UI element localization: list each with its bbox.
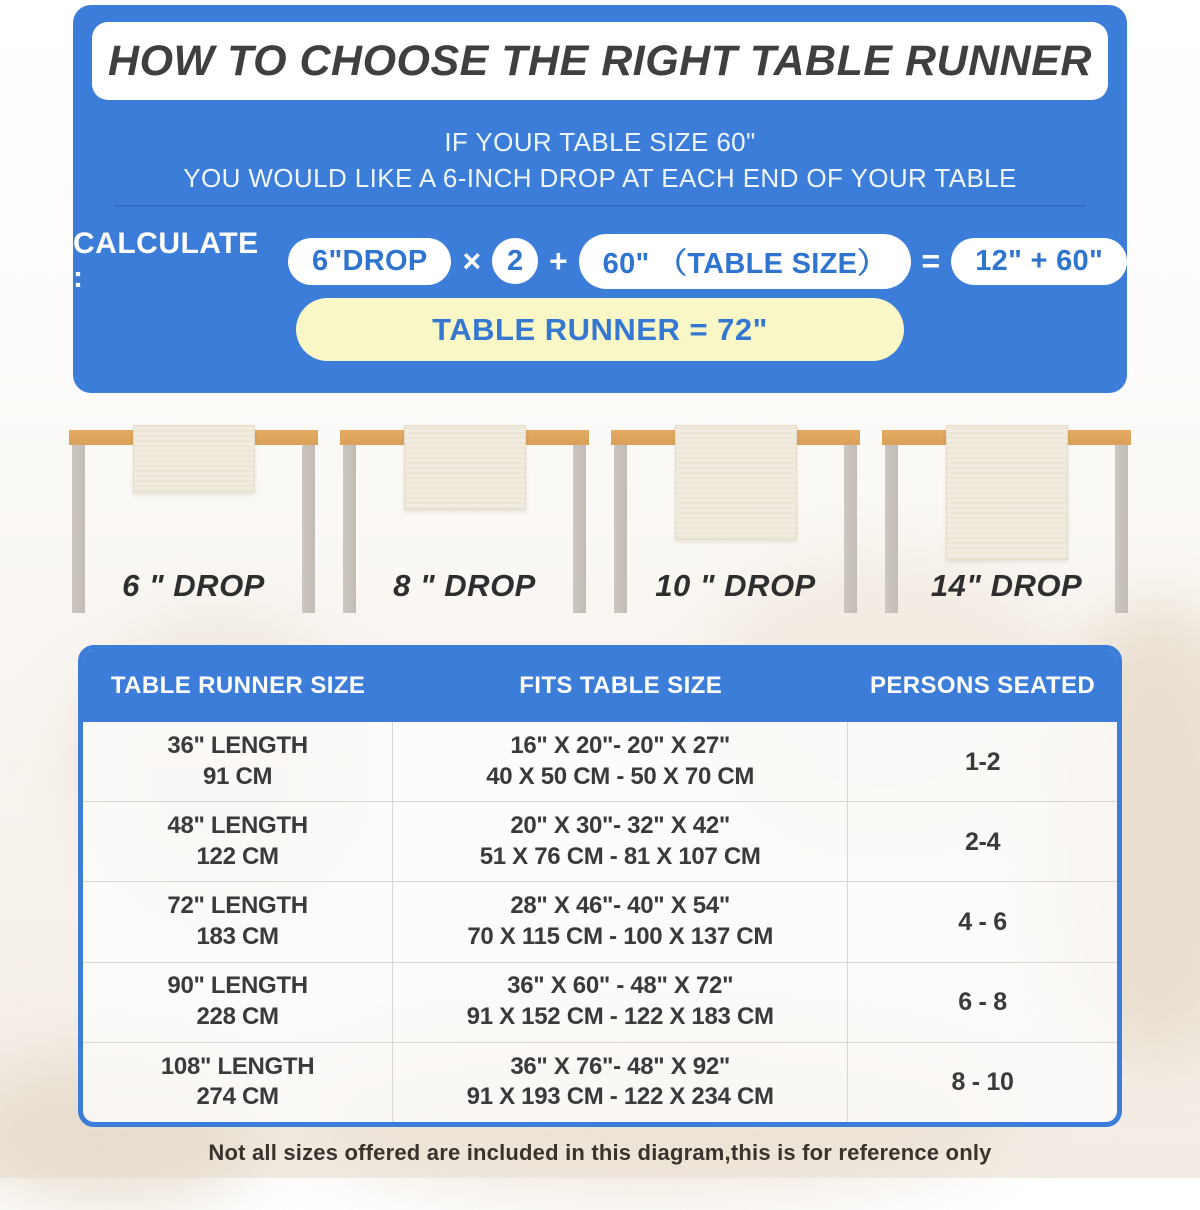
fits-size-line1: 36" X 76"- 48" X 92" [510, 1052, 730, 1080]
banner-divider [115, 205, 1085, 207]
fits-size-line2: 91 X 193 CM - 122 X 234 CM [466, 1083, 774, 1111]
drop-example [58, 398, 329, 638]
footnote: Not all sizes offered are included in this diagram,this is for reference only [208, 1140, 992, 1165]
table-row [83, 962, 1117, 1042]
fits-size-line1: 20" X 30"- 32" X 42" [510, 812, 730, 840]
drop-example [871, 398, 1142, 638]
page-title: HOW TO CHOOSE THE RIGHT TABLE RUNNER [108, 36, 1092, 85]
fits-size-line2: 51 X 76 CM - 81 X 107 CM [479, 842, 761, 870]
runner-size-line1: 108" LENGTH [160, 1052, 315, 1080]
persons-seated-value: 2-4 [964, 827, 1001, 856]
equals-sign: = [921, 242, 941, 279]
runner-size-line1: 48" LENGTH [167, 812, 308, 840]
result-pill: TABLE RUNNER = 72" [296, 298, 904, 361]
fits-size-line1: 36" X 60" - 48" X 72" [507, 972, 734, 1000]
runner-size-line1: 72" LENGTH [167, 892, 308, 920]
drop-example [329, 398, 600, 638]
instruction-banner [73, 5, 1127, 393]
runner-size-line2: 274 CM [196, 1083, 279, 1111]
size-table-body [83, 722, 1117, 1122]
runner-size-line1: 90" LENGTH [167, 972, 308, 1000]
calculate-label: CALCULATE : [73, 227, 259, 294]
table-runner-illustration [675, 425, 797, 540]
runner-size-line2: 122 CM [196, 842, 279, 870]
persons-seated-cell [848, 722, 1117, 801]
runner-size-line1: 36" LENGTH [167, 731, 308, 759]
table-row [83, 881, 1117, 961]
table-row [83, 1042, 1117, 1122]
runner-size-cell [83, 1043, 393, 1122]
persons-seated-value: 6 - 8 [958, 988, 1007, 1017]
persons-seated-cell [848, 882, 1117, 961]
table-size-pill: 60" （TABLE SIZE） [579, 234, 911, 289]
persons-seated-value: 1-2 [964, 747, 1001, 776]
runner-size-line2: 91 CM [202, 762, 273, 790]
fits-size-cell [393, 1043, 848, 1122]
title-bar [92, 22, 1108, 100]
table-runner-illustration [404, 425, 526, 510]
fits-size-line2: 40 X 50 CM - 50 X 70 CM [486, 762, 755, 790]
fits-size-cell [393, 963, 848, 1042]
table-runner-illustration [946, 425, 1068, 560]
table-row [83, 722, 1117, 801]
sum-pill: 12" + 60" [951, 238, 1127, 285]
plus-sign: + [548, 242, 568, 279]
fits-size-line2: 91 X 152 CM - 122 X 183 CM [466, 1003, 774, 1031]
runner-size-cell [83, 722, 393, 801]
fits-size-cell [393, 882, 848, 961]
drop-example [600, 398, 871, 638]
runner-size-line2: 183 CM [196, 923, 279, 950]
runner-size-cell [83, 963, 393, 1042]
table-row [83, 801, 1117, 881]
fits-size-cell [393, 722, 848, 801]
persons-seated-cell [848, 802, 1117, 881]
table-runner-illustration [133, 425, 255, 493]
header-persons-seated: PERSONS SEATED [869, 672, 1096, 699]
drop-examples-row [58, 398, 1142, 638]
fits-size-cell [393, 802, 848, 881]
calculation-row [73, 227, 1127, 294]
intro-line-1: IF YOUR TABLE SIZE 60" [444, 127, 756, 157]
persons-seated-value: 4 - 6 [958, 908, 1007, 936]
runner-size-line2: 228 CM [196, 1003, 279, 1031]
fits-size-line1: 16" X 20"- 20" X 27" [510, 731, 730, 759]
size-reference-table [78, 645, 1122, 1127]
drop-label: 6 " DROP [122, 568, 265, 603]
drop-label: 10 " DROP [655, 568, 816, 603]
factor-circle: 2 [492, 238, 538, 284]
runner-size-cell [83, 802, 393, 881]
table-header-row [83, 650, 1117, 722]
runner-size-cell [83, 882, 393, 961]
fits-size-line1: 28" X 46"- 40" X 54" [510, 892, 730, 920]
persons-seated-value: 8 - 10 [951, 1068, 1014, 1097]
drop-label: 14" DROP [930, 568, 1083, 603]
drop-value-pill: 6"DROP [288, 238, 451, 285]
persons-seated-cell [848, 1043, 1117, 1122]
multiply-sign: × [462, 242, 482, 279]
header-table-runner-size: TABLE RUNNER SIZE [110, 672, 366, 699]
intro-line-2: YOU WOULD LIKE A 6-INCH DROP AT EACH END OF YOUR TABLE [183, 163, 1017, 193]
drop-label: 8 " DROP [393, 568, 536, 603]
fits-size-line2: 70 X 115 CM - 100 X 137 CM [467, 923, 774, 950]
header-fits-table-size: FITS TABLE SIZE [519, 672, 723, 699]
persons-seated-cell [848, 963, 1117, 1042]
